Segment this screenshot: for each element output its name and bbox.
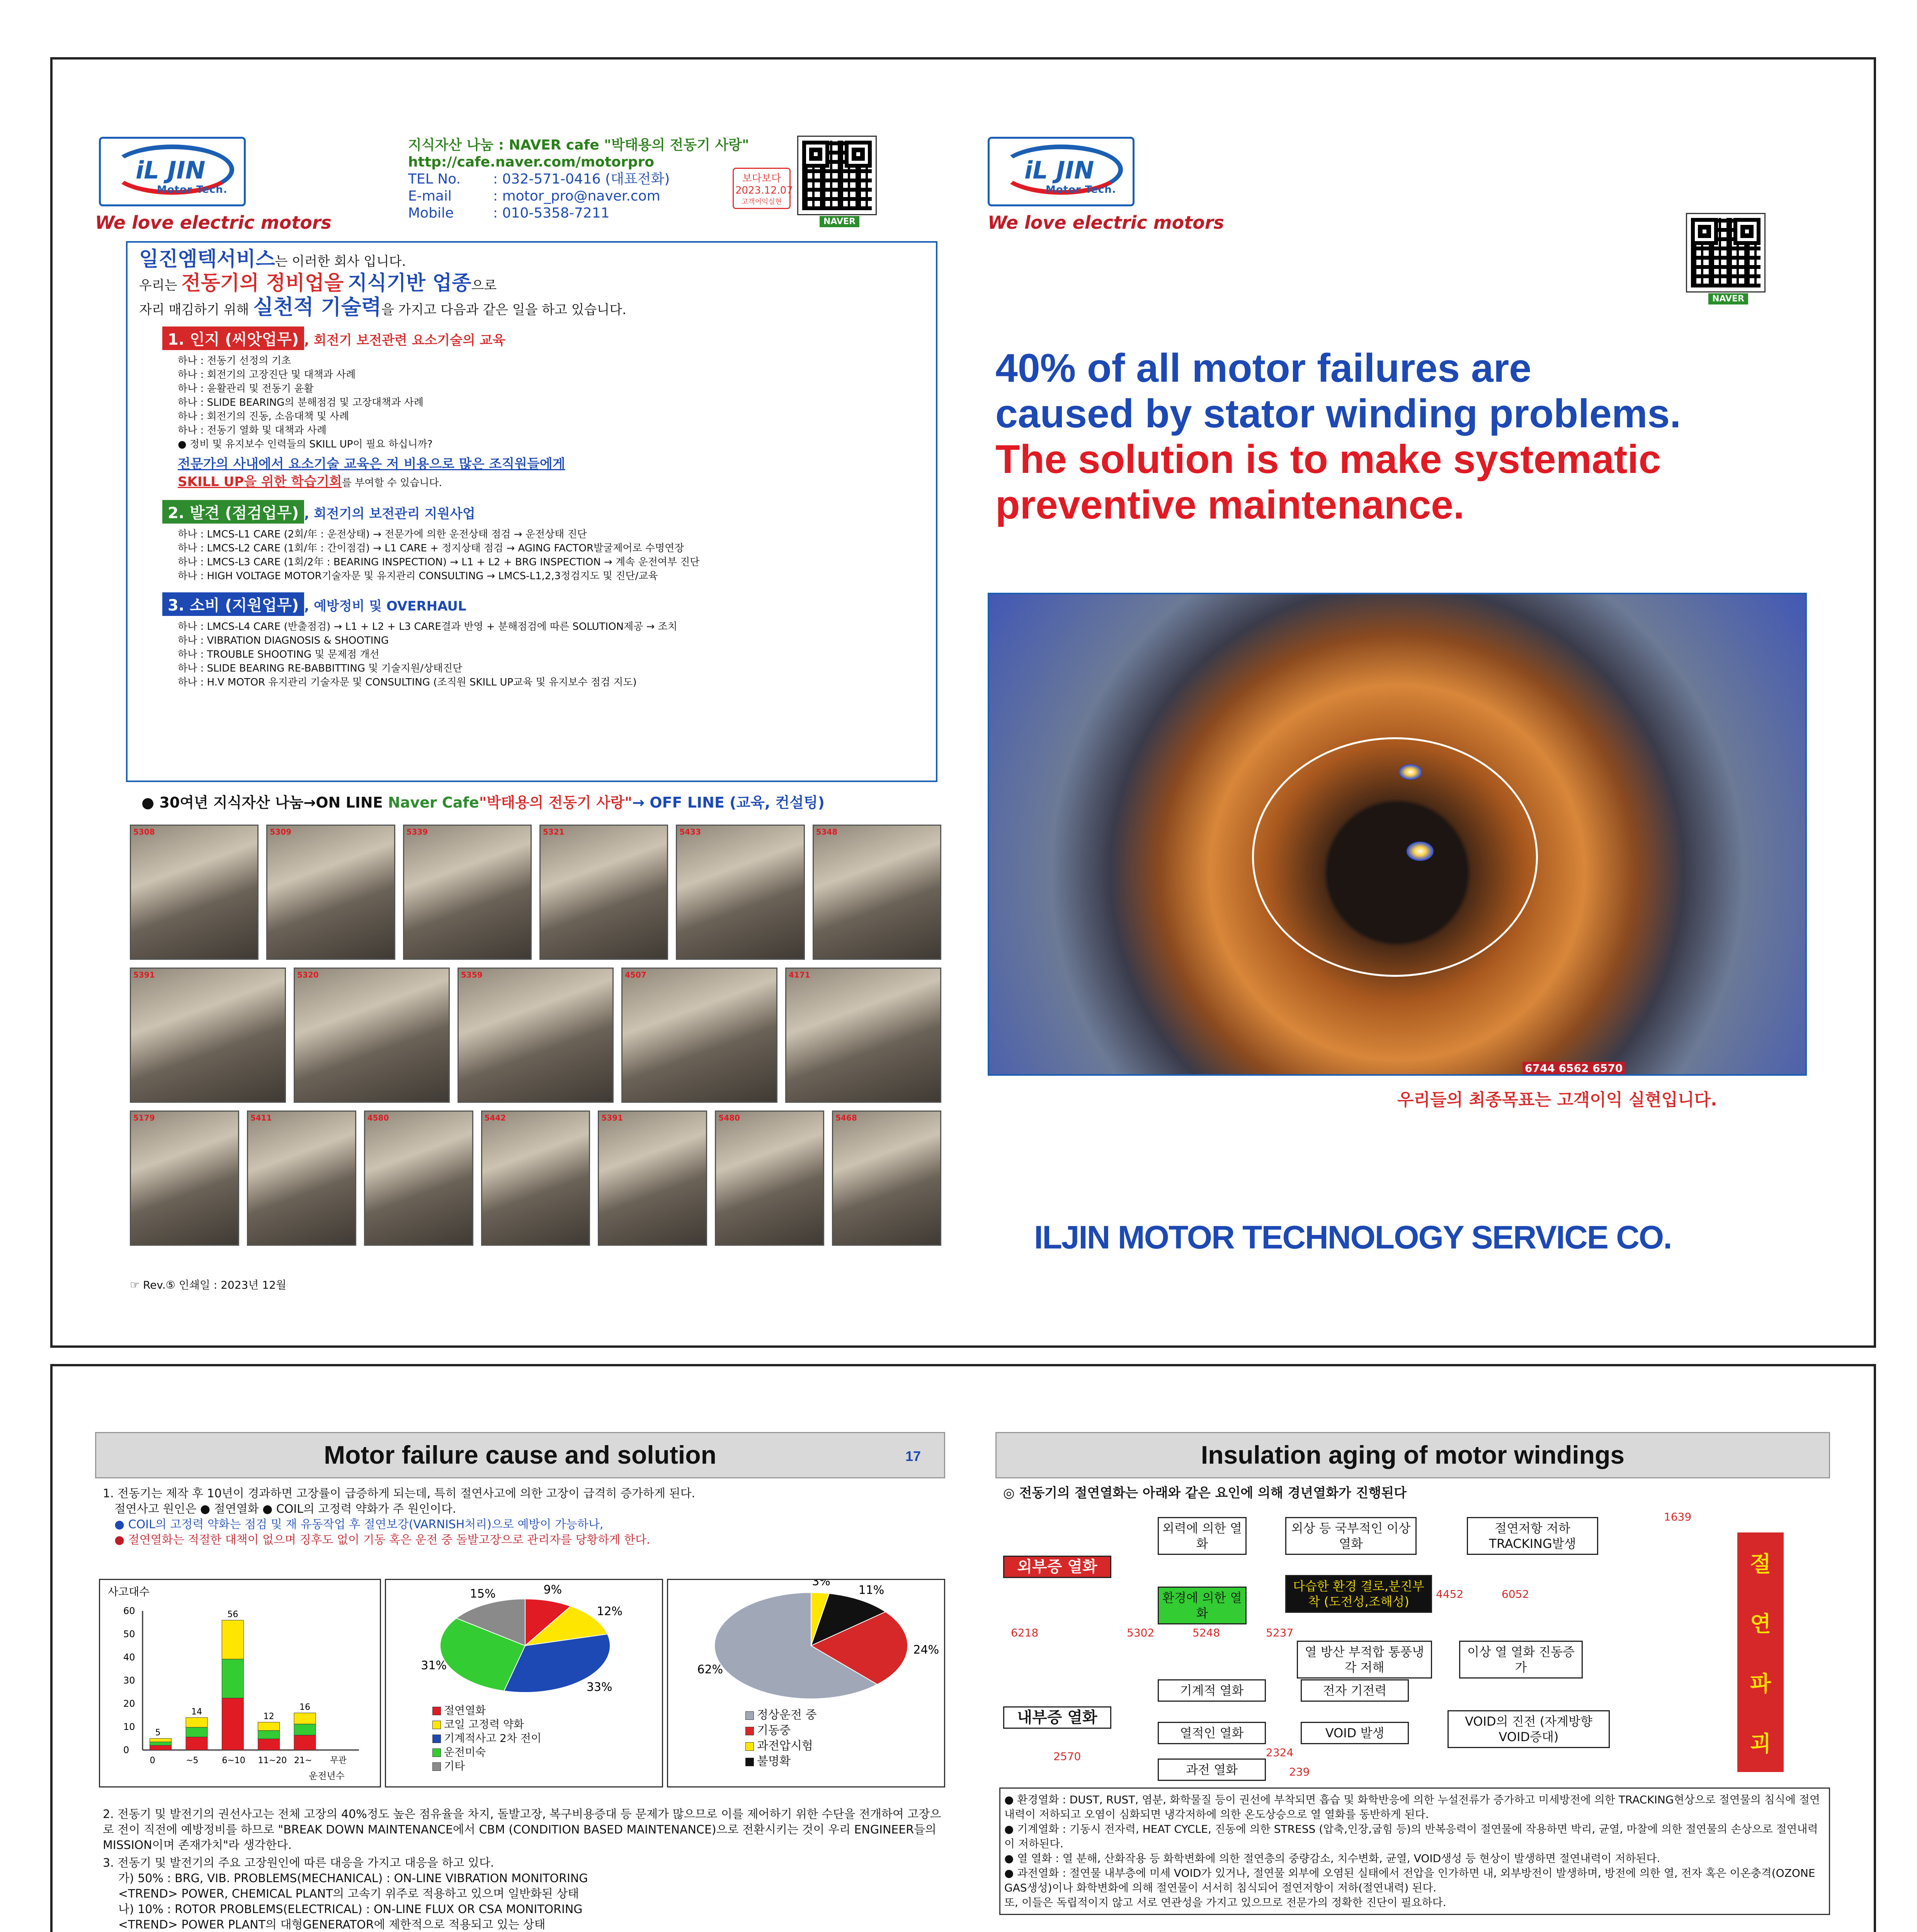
x-tick-label: 21~ [294, 1756, 312, 1765]
bar [186, 1727, 208, 1737]
bar [222, 1659, 243, 1698]
seminar-photo [785, 968, 941, 1103]
sheet-bottom [50, 1364, 1876, 1932]
bar [258, 1722, 280, 1731]
x-axis-label: 운전년수 [309, 1770, 345, 1781]
bar [294, 1735, 316, 1750]
legend-swatch [432, 1762, 441, 1771]
photo-label: 5411 [250, 1113, 272, 1122]
seminar-photo [130, 825, 259, 960]
section-3: 3. 소비 (지원업무) , 예방정비 및 OVERHAUL 하나 : LMCS-L4 CARE (반출점검) → L1 + L2 + L3 CARE결과 반영 + 분해점검에 따른 SOLUTION제공 → 조치 하나 : VIBRATION DIAGNOSIS & SHOOTING 하나 : TROUBLE SHOOTING 및 문제점 개선 하나 : SLIDE BEARING RE-BABBITTING 및 기술지원/상태진단 하나 : H.V MOTOR 유지관리 기술자문 및 CONSULTING (조직원 SKILL UP교육 및 유지보수 점검 지도) [162, 592, 924, 689]
legend-swatch [745, 1758, 754, 1766]
hotspot-icon [1407, 842, 1434, 861]
tag: 6052 [1502, 1588, 1529, 1600]
bar-value-label: 16 [299, 1702, 310, 1712]
headline-4: preventive maintenance. [995, 483, 1465, 527]
list-item: 하나 : 전동기 열화 및 대책과 사례 [178, 425, 327, 436]
y-tick-label: 60 [123, 1605, 135, 1616]
mobile-row: Mobile : 010-5358-7211 [408, 205, 610, 221]
internal-aging-box: 내부증 열화 [1003, 1706, 1111, 1729]
section-1-cta-2: SKILL UP을 위한 학습기회를 부여할 수 있습니다. [178, 474, 442, 490]
photo-caption: 6744 6562 6570 [1522, 1062, 1625, 1075]
tag: 5237 [1266, 1626, 1294, 1639]
int-box-1: 기계적 열화 [1158, 1679, 1266, 1702]
photo-label: 5433 [679, 827, 701, 837]
photo-label: 4171 [789, 970, 810, 980]
int-box-5: VOID의 진전 (자계방향 VOID증대) [1448, 1710, 1610, 1748]
legend-item: 기계적사고 2차 전이 [432, 1731, 541, 1745]
legend-item: 불명확 [745, 1754, 816, 1769]
legend-item: 정상운전 중 [745, 1708, 816, 1723]
naver-badge: NAVER [820, 216, 859, 227]
list-item: 하나 : VIBRATION DIAGNOSIS & SHOOTING [178, 635, 389, 646]
legend-swatch [745, 1727, 754, 1735]
bar-value-label: 56 [227, 1610, 238, 1619]
seminar-photo [621, 968, 777, 1103]
y-tick-label: 50 [123, 1629, 135, 1639]
bar [294, 1724, 316, 1735]
page-3 [95, 1432, 957, 1932]
seminar-photo [598, 1111, 707, 1246]
section-2-list [178, 527, 924, 583]
company-logo-2: iL JIN Motor Tech. [988, 137, 1135, 226]
pie-slice-label: 3% [812, 1580, 830, 1588]
seminar-photo [247, 1111, 356, 1246]
page-4 [995, 1432, 1838, 1932]
list-item: ● 열 열화 : 열 분해, 산화작용 등 화학변화에 의한 절연층의 중량감소, 치수변화, 균열, VOID생성 등 현상이 발생하면 절연내력이 저하된다. [1004, 1852, 1660, 1865]
slogan-2: We love electric motors [988, 212, 1224, 233]
list-item: 하나 : LMCS-L2 CARE (1회/年 : 간이점검) → L1 CARE + 정지상태 점검 → AGING FACTOR발굴제어로 수명연장 [178, 543, 684, 554]
photo-label: 5359 [461, 970, 483, 980]
intro-line-2: 우리는 전동기의 정비업을 지식기반 업종으로 [139, 272, 497, 295]
bar-value-label: 5 [155, 1728, 161, 1738]
tag: 2324 [1266, 1746, 1294, 1759]
external-aging-box: 외부증 열화 [1003, 1556, 1111, 1578]
pie-chart-2-panel [667, 1579, 945, 1787]
email-row: E-mail : motor_pro@naver.com [408, 188, 660, 204]
tel-row: TEL No. : 032-571-0416 (대표전화) [408, 171, 670, 187]
pie-chart-1 [386, 1580, 664, 1704]
list-item: 하나 : 윤활관리 및 전동기 윤활 [178, 383, 314, 395]
list-item: 또, 이들은 독립적이지 않고 서로 연관성을 가지고 있으므로 전문가의 정확한 진단이 필요하다. [1004, 1896, 1446, 1909]
list-item: 가) 50% : BRG, VIB. PROBLEMS(MECHANICAL) : ON-LINE VIBRATION MONITORING [118, 1872, 588, 1885]
tag: 4452 [1436, 1588, 1464, 1600]
list-item: 하나 : 전동기 선정의 기초 [178, 355, 291, 367]
tag: 6218 [1011, 1626, 1039, 1639]
legend-item: 기동중 [745, 1723, 816, 1738]
bar [222, 1620, 243, 1659]
int-box-4: VOID 발생 [1301, 1722, 1409, 1744]
x-tick-label: 무관 [330, 1756, 347, 1765]
seminar-photo [481, 1111, 590, 1246]
bar [150, 1738, 172, 1742]
photo-label: 5321 [543, 827, 565, 837]
cause-paragraph-2: 2. 전동기 및 발전기의 권선사고는 전체 고장의 40%정도 높은 점유율을 차지, 돌발고장, 복구비용증대 등 문제가 많으므로 이를 제어하기 위한 수단을 전개하여 고장으로 전이 직전에 예방정비를 하므로 "BREAK DOWN MAINTENANCE에서 CBM (CONDITION BASED MAINTENANCE)으로 전환시키는 것이 우리 ENGINEER들의 MISSION이며 존재가치"라 생각한다. 3. 전동기 및 발전기의 주요 고장원인에 따른 대응을 가지고 대응을 하고 있다. 가) 50% : BRG, VIB. PROBLEMS(MECHANICAL) : ON-LINE VIBRATION MONITORING <TREND> POWER, CHEMICAL PLANT의 고속기 위주로 적용하고 있으며 일반화된 상태 나) 10% : ROTOR PROBLEMS(ELECTRICAL) : ON-LINE FLUX OR CSA MONITORING <TREND> POWER PLANT의 대형GENERATOR에 제한적으로 적용되고 있는 상태 [103, 1807, 945, 1932]
photo-label: 5468 [835, 1113, 857, 1122]
list-item: <TREND> POWER PLANT의 대형GENERATOR에 제한적으로 적용되고 있는 상태 [118, 1918, 546, 1932]
photo-label: 5391 [601, 1113, 623, 1122]
legend-swatch [432, 1721, 441, 1729]
photo-label: 5339 [406, 827, 428, 837]
section-1-list [178, 354, 924, 451]
photo-label: 4507 [625, 970, 646, 980]
bar-value-label: 12 [263, 1712, 274, 1721]
list-item: 하나 : 회전기의 고장진단 및 대책과 사례 [178, 369, 356, 381]
pie-1-legend [432, 1704, 541, 1773]
legend-item: 운전미숙 [432, 1745, 541, 1759]
pie-slice-label: 62% [697, 1663, 723, 1677]
company-name: ILJIN MOTOR TECHNOLOGY SERVICE CO. [1034, 1219, 1672, 1255]
int-box-2: 전자 기전력 [1301, 1679, 1409, 1702]
legend-swatch [432, 1748, 441, 1757]
tag: 239 [1289, 1765, 1310, 1778]
section-1: 1. 인지 (씨앗업무) , 회전기 보전관련 요소기술의 교육 하나 : 전동기 선정의 기초 하나 : 회전기의 고장진단 및 대책과 사례 하나 : 윤활관리 및 전동기 윤활 하나 : SLIDE BEARING의 분해점검 및 고장대책과 사례 하나 : 회전기의 진동, 소음대책 및 사례 하나 : 전동기 열화 및 대책과 사례 ● 정비 및 유지보수 인력들의 SKILL UP이 필요 하십니까? 전문가의 사내에서 요소기술 교육은 저 비용으로 많은 조직원들에게 SKILL UP을 위한 학습기회를 부여할 수 있습니다. [162, 327, 924, 491]
page-2 [988, 137, 1838, 1296]
list-item: 하나 : 회전기의 진동, 소음대책 및 사례 [178, 411, 349, 422]
tag: 5302 [1127, 1626, 1155, 1639]
x-tick-label: 11~20 [258, 1756, 287, 1765]
list-item: ● 과전열화 : 절연물 내부층에 미세 VOID가 있거나, 절연물 외부에 오염된 실태에서 전압을 인가하면 내, 외부방전이 발생하며, 방전에 의한 열, 전자 혹은 이온충격(OZONE GAS생성)이나 화학변화에 의해 절연물이 서서히 침식되어 절연저항이 저하(절연내력) 된다. [1004, 1867, 1815, 1894]
legend-swatch [432, 1735, 441, 1743]
photo-label: 5480 [718, 1113, 740, 1122]
legend-swatch [745, 1742, 754, 1751]
tag: 2570 [1053, 1750, 1081, 1763]
bar [186, 1737, 208, 1750]
y-tick-label: 0 [123, 1745, 129, 1755]
seminar-photo [130, 968, 286, 1103]
list-item: 하나 : SLIDE BEARING RE-BABBITTING 및 기술지원/상태진단 [178, 663, 463, 674]
section-2: 2. 발견 (점검업무) , 회전기의 보전관리 지원사업 하나 : LMCS-L1 CARE (2회/年 : 운전상태) → 전문가에 의한 운전상태 점검 → 운전상태 진단 하나 : LMCS-L2 CARE (1회/年 : 간이점검) → L1 CARE + 정지상태 점검 → AGING FACTOR발굴제어로 수명연장 하나 : LMCS-L3 CARE (1회/2年 : BEARING INSPECTION) → L1 + L2 + BRG INSPECTION → 계속 운전여부 진단 하나 : HIGH VOLTAGE MOTOR기술자문 및 유지관리 CONSULTING → LMCS-L1,2,3정검지도 및 진단/교육 [162, 500, 924, 583]
tag: 5248 [1192, 1626, 1220, 1639]
photo-label: 5179 [133, 1113, 155, 1122]
photo-label: 5348 [816, 827, 838, 837]
aging-explanations [999, 1787, 1830, 1915]
slogan: We love electric motors [95, 212, 332, 233]
seminar-photo [130, 1111, 239, 1246]
seminar-photo [539, 825, 668, 960]
service-box [126, 241, 937, 782]
photo-label: 5442 [484, 1113, 506, 1122]
x-tick-label: 6~10 [222, 1756, 245, 1765]
bar [150, 1742, 172, 1745]
insulation-breakdown-bar: 절 연 파 괴 [1737, 1532, 1784, 1772]
knowledge-line: 지식자산 나눔 : NAVER cafe "박태용의 전동기 사랑" [408, 137, 749, 153]
bar [150, 1745, 172, 1750]
date-stamp: 보다보다 2023.12.07 고객이익실현 [733, 168, 791, 209]
ext-box-5: 다습한 환경 결로,분진부착 (도전성,조해성) [1285, 1575, 1432, 1613]
pie-2-legend [745, 1708, 816, 1769]
naver-badge: NAVER [1708, 293, 1748, 304]
seminar-photo [813, 825, 941, 960]
goal-line: 우리들의 최종목표는 고객이익 실현입니다. [1397, 1090, 1717, 1110]
hotspot-icon [1399, 764, 1422, 780]
page-3-title: Motor failure cause and solution 17 [95, 1432, 945, 1478]
headline-1: 40% of all motor failures are [995, 346, 1532, 391]
ext-box-4: 환경에 의한 열화 [1158, 1587, 1247, 1624]
y-tick-label: 10 [123, 1721, 135, 1732]
pie-slice-label: 31% [421, 1659, 447, 1673]
page-4-title: Insulation aging of motor windings [995, 1432, 1830, 1478]
photo-label: 5308 [133, 827, 155, 837]
age-bar-chart [99, 1579, 381, 1787]
cause-paragraph-1: 1. 전동기는 제작 후 10년이 경과하면 고장률이 급증하게 되는데, 특히 절연사고에 의한 고장이 급격히 증가하게 된다. 절연사고 원인은 ● 절연열화 ● COIL의 고정력 약화가 주 원인이다. ● COIL의 고정력 약화는 점검 및 재 유동작업 후 절연보강(VARNISH처리)으로 예방이 가능하나, ● 절연열화는 적절한 대책이 없으며 징후도 없이 기동 혹은 운전 중 돌발고장으로 관리자를 당황하게 한다. [103, 1487, 696, 1547]
pie-slice-label: 11% [858, 1583, 885, 1597]
list-item: ● 환경열화 : DUST, RUST, 염분, 화학물질 등이 권선에 부착되면 흡습 및 화학반응에 의한 누설전류가 증가하고 미세방전에 의한 TRACKING현상으로 절연물의 침식에 절연내력이 저하되고 오염이 심화되면 냉각저하에 의한 온도상승으로 열 열화를 동반하게 된다. [1004, 1793, 1820, 1821]
tag: 1639 [1664, 1510, 1692, 1523]
list-item: 하나 : SLIDE BEARING의 분해점검 및 고장대책과 사례 [178, 397, 424, 408]
seminar-photo [832, 1111, 941, 1246]
bar [258, 1739, 280, 1750]
legend-item: 절연열화 [432, 1704, 541, 1718]
pie-slice-label: 24% [913, 1643, 939, 1657]
pie-slice-label: 33% [586, 1680, 612, 1694]
list-item: 하나 : LMCS-L3 CARE (1회/2年 : BEARING INSPECTION) → L1 + L2 + BRG INSPECTION → 계속 운전여부 진단 [178, 556, 700, 568]
intro-line-1: 일진엠텍서비스는 이러한 회사 입니다. [139, 248, 406, 271]
seminar-photo [676, 825, 805, 960]
headline-2: caused by stator winding problems. [995, 391, 1681, 436]
list-item: 하나 : H.V MOTOR 유지관리 기술자문 및 CONSULTING (조직원 SKILL UP교육 및 유지보수 점검 지도) [178, 677, 637, 688]
bar [222, 1698, 243, 1750]
photo-label: 4580 [367, 1113, 389, 1122]
ext-box-3: 절연저항 저하 TRACKING발생 [1467, 1517, 1598, 1555]
cafe-url-link[interactable]: http://cafe.naver.com/motorpro [408, 154, 654, 170]
legend-swatch [745, 1711, 754, 1720]
company-logo: iL JIN Motor Tech. [99, 137, 246, 226]
list-item: 나) 10% : ROTOR PROBLEMS(ELECTRICAL) : ON-LINE FLUX OR CSA MONITORING [118, 1903, 583, 1916]
qr-code-icon[interactable] [798, 137, 876, 214]
sheet-top [50, 57, 1876, 1348]
knowledge-share-line: ● 30여년 지식자산 나눔→ON LINE Naver Cafe"박태용의 전동기 사랑"→ OFF LINE (교육, 컨설팅) [141, 794, 825, 811]
x-tick-label: ~5 [186, 1756, 199, 1765]
list-item: 하나 : LMCS-L1 CARE (2회/年 : 운전상태) → 전문가에 의한 운전상태 점검 → 운전상태 진단 [178, 529, 587, 540]
list-item: 하나 : HIGH VOLTAGE MOTOR기술자문 및 유지관리 CONSULTING → LMCS-L1,2,3정검지도 및 진단/교육 [178, 570, 658, 582]
aging-diagram [995, 1509, 1830, 1780]
seminar-photo [458, 968, 614, 1103]
list-item: <TREND> POWER, CHEMICAL PLANT의 고속기 위주로 적용하고 있으며 일반화된 상태 [118, 1887, 579, 1901]
photo-label: 5320 [297, 970, 319, 980]
bar [186, 1718, 208, 1727]
ext-box-7: 이상 열 열화 진동증가 [1459, 1641, 1583, 1679]
list-item: 하나 : LMCS-L4 CARE (반출점검) → L1 + L2 + L3 CARE결과 반영 + 분해점검에 따른 SOLUTION제공 → 조치 [178, 621, 677, 633]
seminar-photo [364, 1111, 473, 1246]
failure-charts-row [99, 1579, 949, 1795]
stator-winding-photo [988, 593, 1807, 1076]
seminar-photo [294, 968, 450, 1103]
section-3-list [178, 620, 924, 689]
list-item: ● 정비 및 유지보수 인력들의 SKILL UP이 필요 하십니까? [178, 439, 433, 450]
ext-box-6: 열 방산 부적합 통풍냉각 저해 [1297, 1641, 1432, 1679]
pie-slice-label: 15% [469, 1587, 496, 1601]
y-axis-label: 사고대수 [108, 1585, 150, 1598]
y-tick-label: 20 [123, 1698, 135, 1709]
seminar-photo [266, 825, 395, 960]
seminar-photo [715, 1111, 824, 1246]
ext-box-1: 외력에 의한 열화 [1158, 1517, 1247, 1555]
page-4-lead: ◎ 전동기의 절연열화는 아래와 같은 요인에 의해 경년열화가 진행된다 [1003, 1485, 1407, 1501]
section-1-cta: 전문가의 사내에서 요소기술 교육은 저 비용으로 많은 조직원들에게 [178, 456, 565, 472]
photo-label: 5309 [270, 827, 291, 837]
photo-label: 5391 [133, 970, 155, 980]
legend-item: 기타 [432, 1759, 541, 1773]
page-1 [91, 137, 941, 1296]
pie-chart-2 [668, 1580, 946, 1704]
list-item: ● 기계열화 : 기동시 전자력, HEAT CYCLE, 진동에 의한 STRESS (압축,인장,굽힘 등)의 반복응력이 절연물에 작용하면 박리, 균열, 마찰에 의한 절연물의 손상으로 절연내력이 저하된다. [1004, 1823, 1818, 1850]
qr-code-icon[interactable] [1687, 214, 1764, 291]
bar [258, 1731, 280, 1739]
x-tick-label: 0 [150, 1756, 155, 1765]
y-tick-label: 40 [123, 1652, 135, 1663]
int-box-6: 과전 열화 [1158, 1759, 1266, 1781]
int-box-3: 열적인 열화 [1158, 1722, 1266, 1744]
intro-line-3: 자리 매김하기 위해 실천적 기술력을 가지고 다음과 같은 일을 하고 있습니다. [139, 295, 626, 319]
seminar-photo-grid [130, 825, 941, 1257]
seminar-photo [403, 825, 532, 960]
pie-slice-label: 9% [543, 1583, 562, 1597]
legend-swatch [432, 1707, 441, 1715]
legend-item: 코일 고정력 약화 [432, 1718, 541, 1731]
legend-item: 과전압시험 [745, 1738, 816, 1754]
pie-slice-label: 12% [597, 1605, 623, 1619]
cause-items-list [118, 1871, 945, 1932]
revision-footer: ☞ Rev.⑤ 인쇄일 : 2023년 12월 [130, 1279, 286, 1291]
headline-3: The solution is to make systematic [995, 437, 1661, 482]
y-tick-label: 30 [123, 1675, 135, 1686]
ext-box-2: 외상 등 국부적인 이상열화 [1285, 1517, 1417, 1555]
bar-value-label: 14 [191, 1707, 202, 1717]
pie-chart-1-panel [385, 1579, 663, 1787]
list-item: 하나 : TROUBLE SHOOTING 및 문제점 개선 [178, 649, 379, 660]
bar [294, 1713, 316, 1724]
